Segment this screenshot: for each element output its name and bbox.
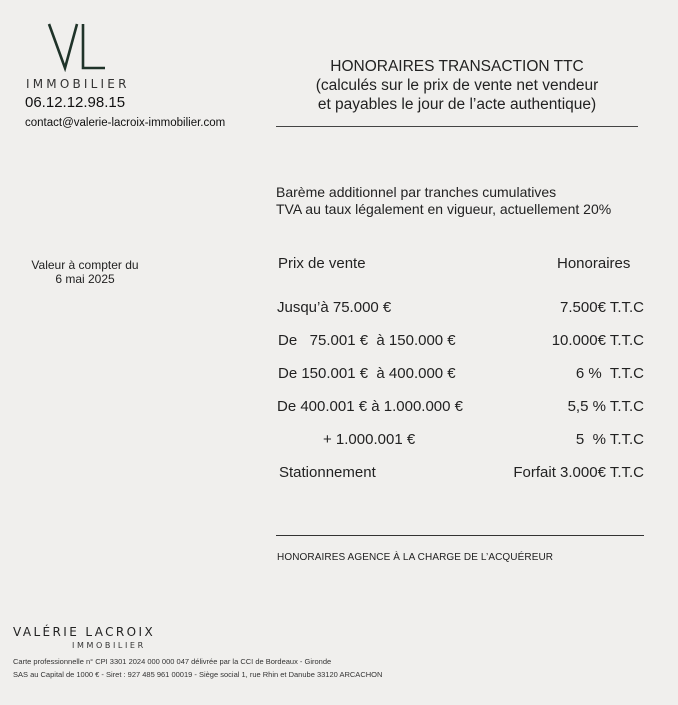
row-2-prix: De 75.001 € à 150.000 € [278, 332, 456, 349]
row-6-honoraires: Forfait 3.000€ T.T.C [513, 464, 644, 481]
row-5-prix: + 1.000.001 € [323, 431, 416, 448]
header-prix-de-vente: Prix de vente [278, 255, 366, 272]
legal-line-1: Carte professionnelle n° CPI 3301 2024 000 000 047 délivrée par la CCI de Bordeaux - Gironde [13, 657, 332, 666]
footer-brand-subtitle: IMMOBILIER [72, 641, 146, 650]
row-1-prix: Jusqu’à 75.000 € [277, 299, 392, 316]
vl-logo-icon [44, 20, 114, 72]
row-3-honoraires: 6 % T.T.C [575, 365, 644, 382]
title-line-2: (calculés sur le prix de vente net vendeur [315, 77, 599, 94]
charge-note: HONORAIRES AGENCE À LA CHARGE DE L’ACQUÉREUR [277, 552, 554, 563]
bareme-line-1: Barème additionnel par tranches cumulatives [276, 184, 557, 200]
valid-from-line-1: Valeur à compter du [31, 258, 139, 272]
bareme-line-2: TVA au taux légalement en vigueur, actuellement 20% [276, 201, 612, 217]
logo-subtitle: IMMOBILIER [26, 77, 130, 91]
bareme-note [276, 184, 611, 218]
row-3-prix: De 150.001 € à 400.000 € [278, 365, 456, 382]
page-title [276, 57, 638, 114]
row-4-prix: De 400.001 € à 1.000.000 € [277, 398, 463, 415]
row-1-honoraires: 7.500€ T.T.C [560, 299, 644, 316]
title-divider [276, 126, 638, 127]
row-4-honoraires: 5,5 % T.T.C [567, 398, 644, 415]
row-2-honoraires: 10.000€ T.T.C [551, 332, 644, 349]
row-6-prix: Stationnement [279, 464, 376, 481]
row-5-honoraires: 5 % T.T.C [575, 431, 644, 448]
valid-from-note [18, 258, 152, 286]
header-honoraires: Honoraires [557, 255, 631, 272]
footer-brand-name: VALÉRIE LACROIX [13, 625, 156, 639]
title-line-1: HONORAIRES TRANSACTION TTC [330, 58, 584, 75]
phone-number: 06.12.12.98.15 [25, 94, 126, 111]
title-line-3: et payables le jour de l’acte authentique) [317, 96, 597, 113]
legal-line-2: SAS au Capital de 1000 € - Siret : 927 485 961 00019 - Siège social 1, rue Rhin et Danube 33120 ARCACHON [13, 670, 383, 679]
valid-from-date: 6 mai 2025 [55, 272, 115, 286]
table-divider [276, 535, 644, 536]
contact-email: contact@valerie-lacroix-immobilier.com [25, 117, 226, 129]
